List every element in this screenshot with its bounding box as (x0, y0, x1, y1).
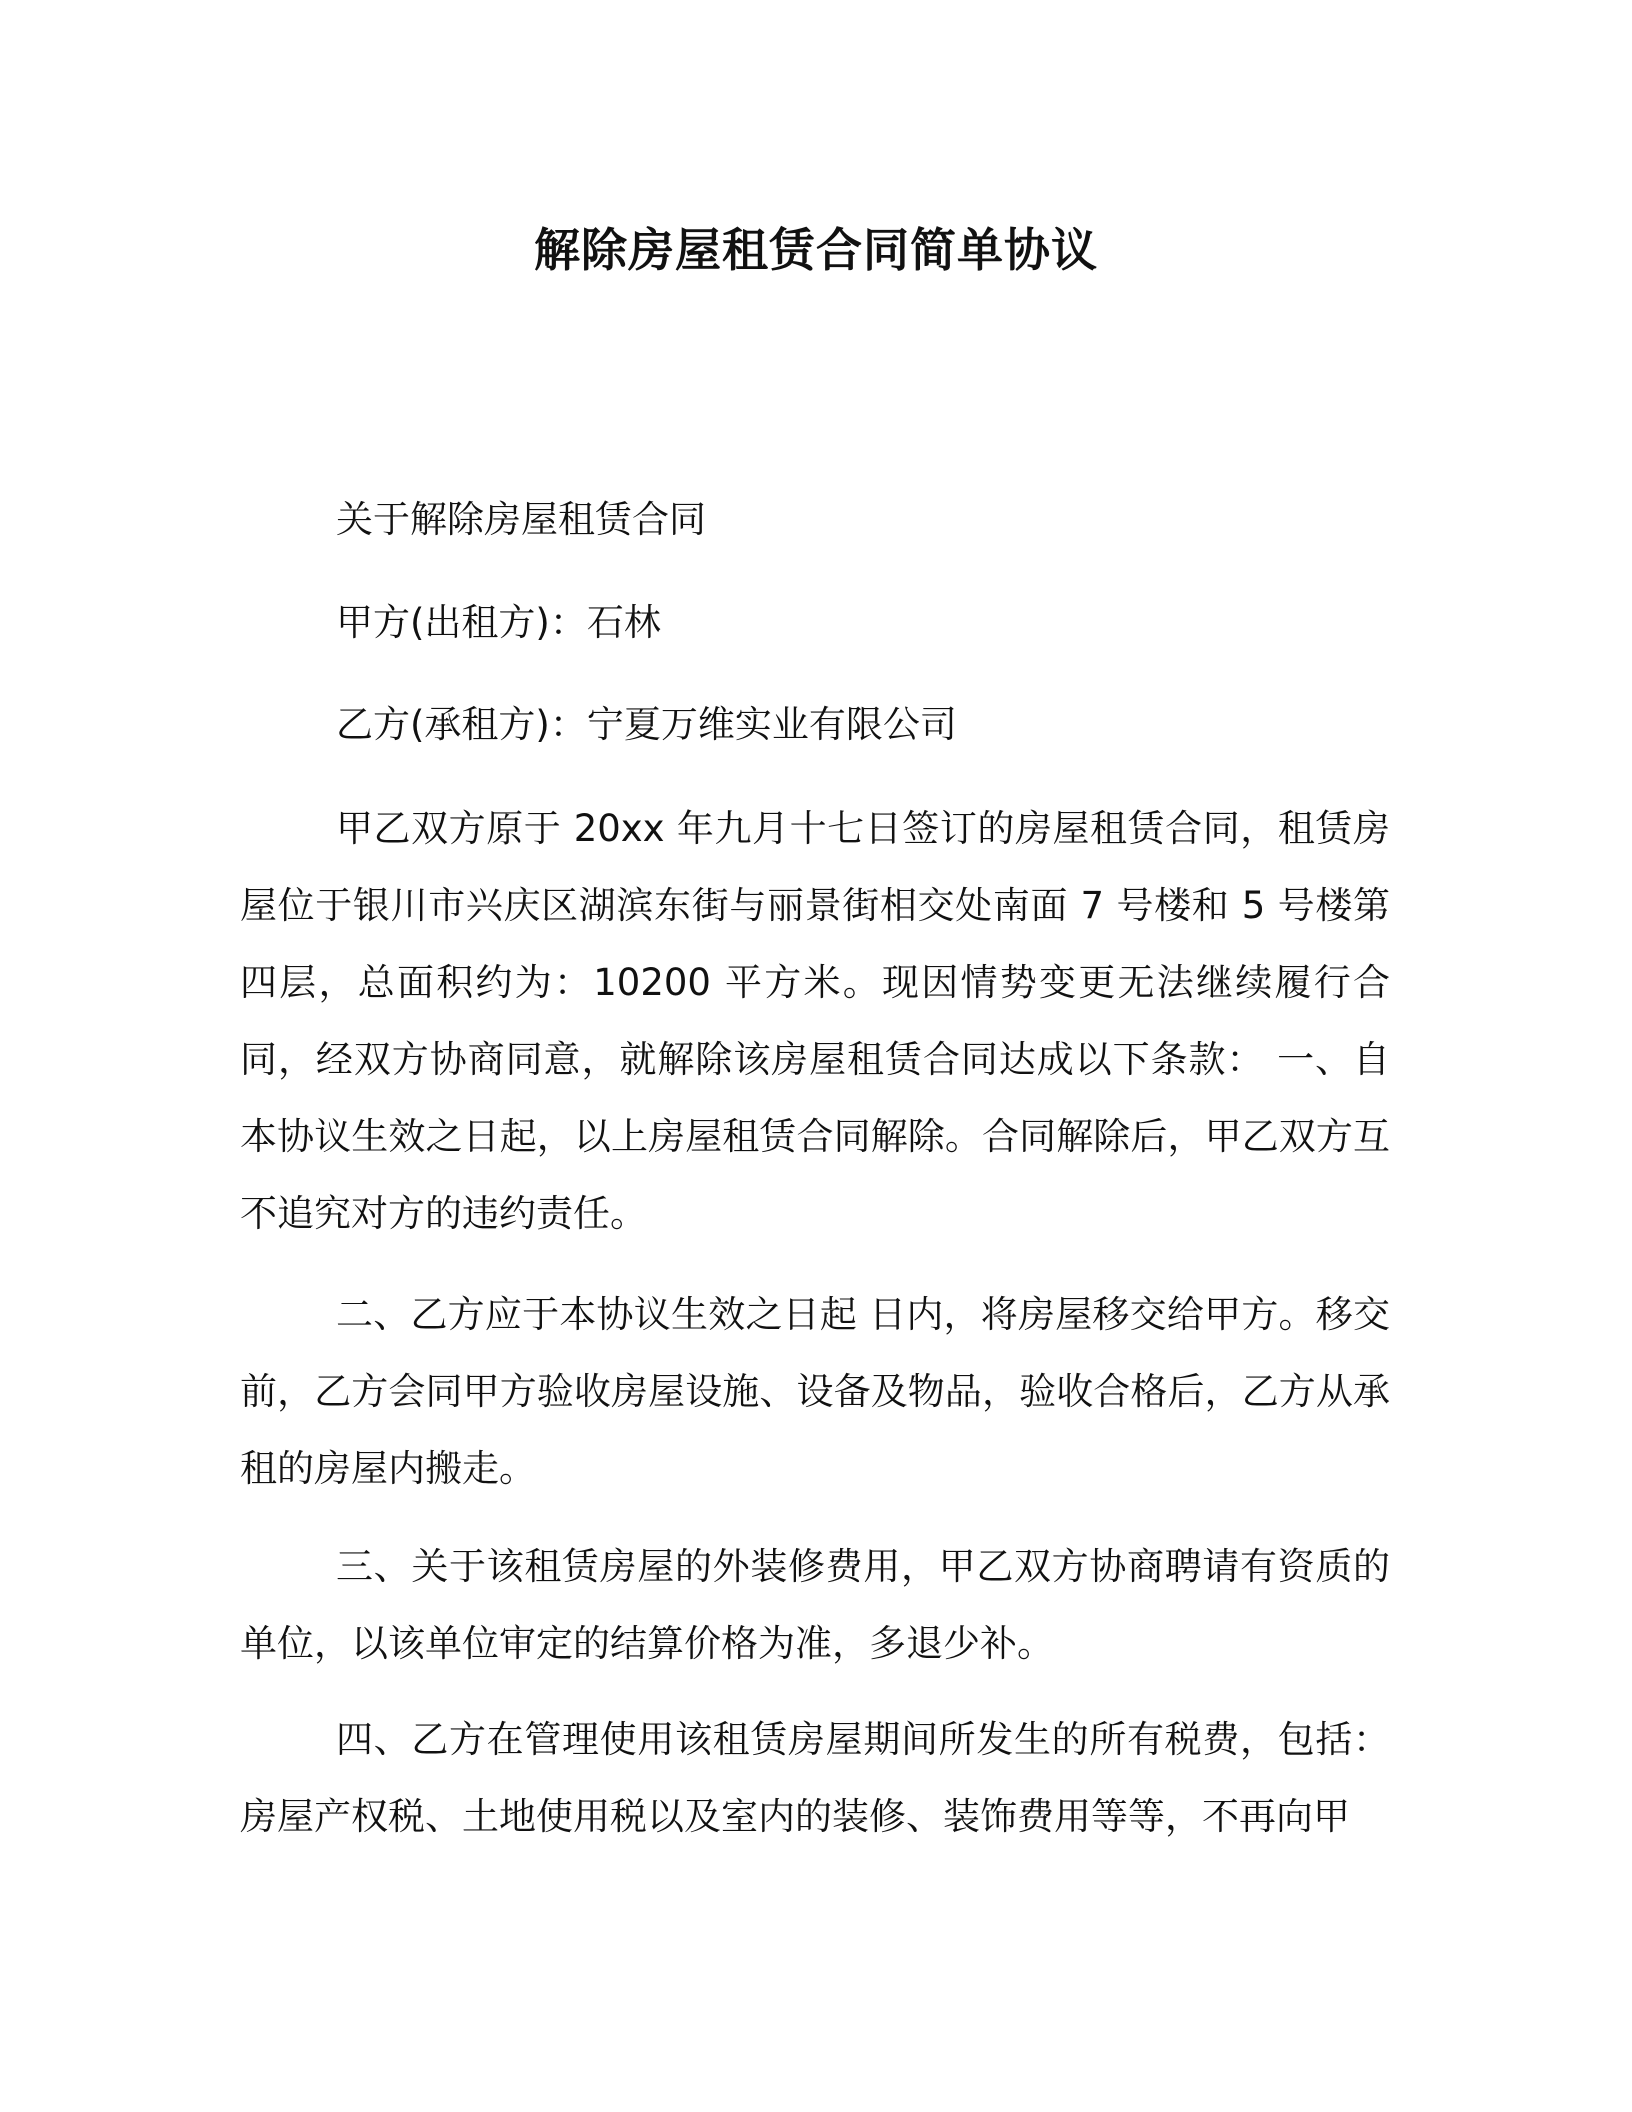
paragraph-3: 三、关于该租赁房屋的外装修费用，甲乙双方协商聘请有资质的单位，以该单位审定的结算价格为准，多退少补。 (240, 1545, 1390, 1665)
party-a-line: 甲方(出租方)：石林 (336, 601, 661, 644)
document-title: 解除房屋租赁合同简单协议 (534, 223, 1098, 277)
subject-line: 关于解除房屋租赁合同 (336, 498, 706, 541)
paragraph-2: 二、乙方应于本协议生效之日起 日内，将房屋移交给甲方。移交前，乙方会同甲方验收房屋设施、设备及物品，验收合格后，乙方从承租的房屋内搬走。 (240, 1293, 1390, 1490)
paragraph-1: 甲乙双方原于 20xx 年九月十七日签订的房屋租赁合同，租赁房屋位于银川市兴庆区湖滨东街与丽景街相交处南面 7 号楼和 5 号楼第四层，总面积约为：10200 平方米。现因情势变更无法继续履行合同，经双方协商同意，就解除该房屋租赁合同达成以下条款： 一、自本协议生效之日起，以上房屋租赁合同解除。合同解除后，甲乙双方互不追究对方的违约责任。 (240, 807, 1390, 1235)
party-b-line: 乙方(承租方)：宁夏万维实业有限公司 (336, 703, 957, 746)
paragraph-4: 四、乙方在管理使用该租赁房屋期间所发生的所有税费，包括：房屋产权税、土地使用税以及室内的装修、装饰费用等等，不再向甲 (240, 1718, 1390, 1838)
